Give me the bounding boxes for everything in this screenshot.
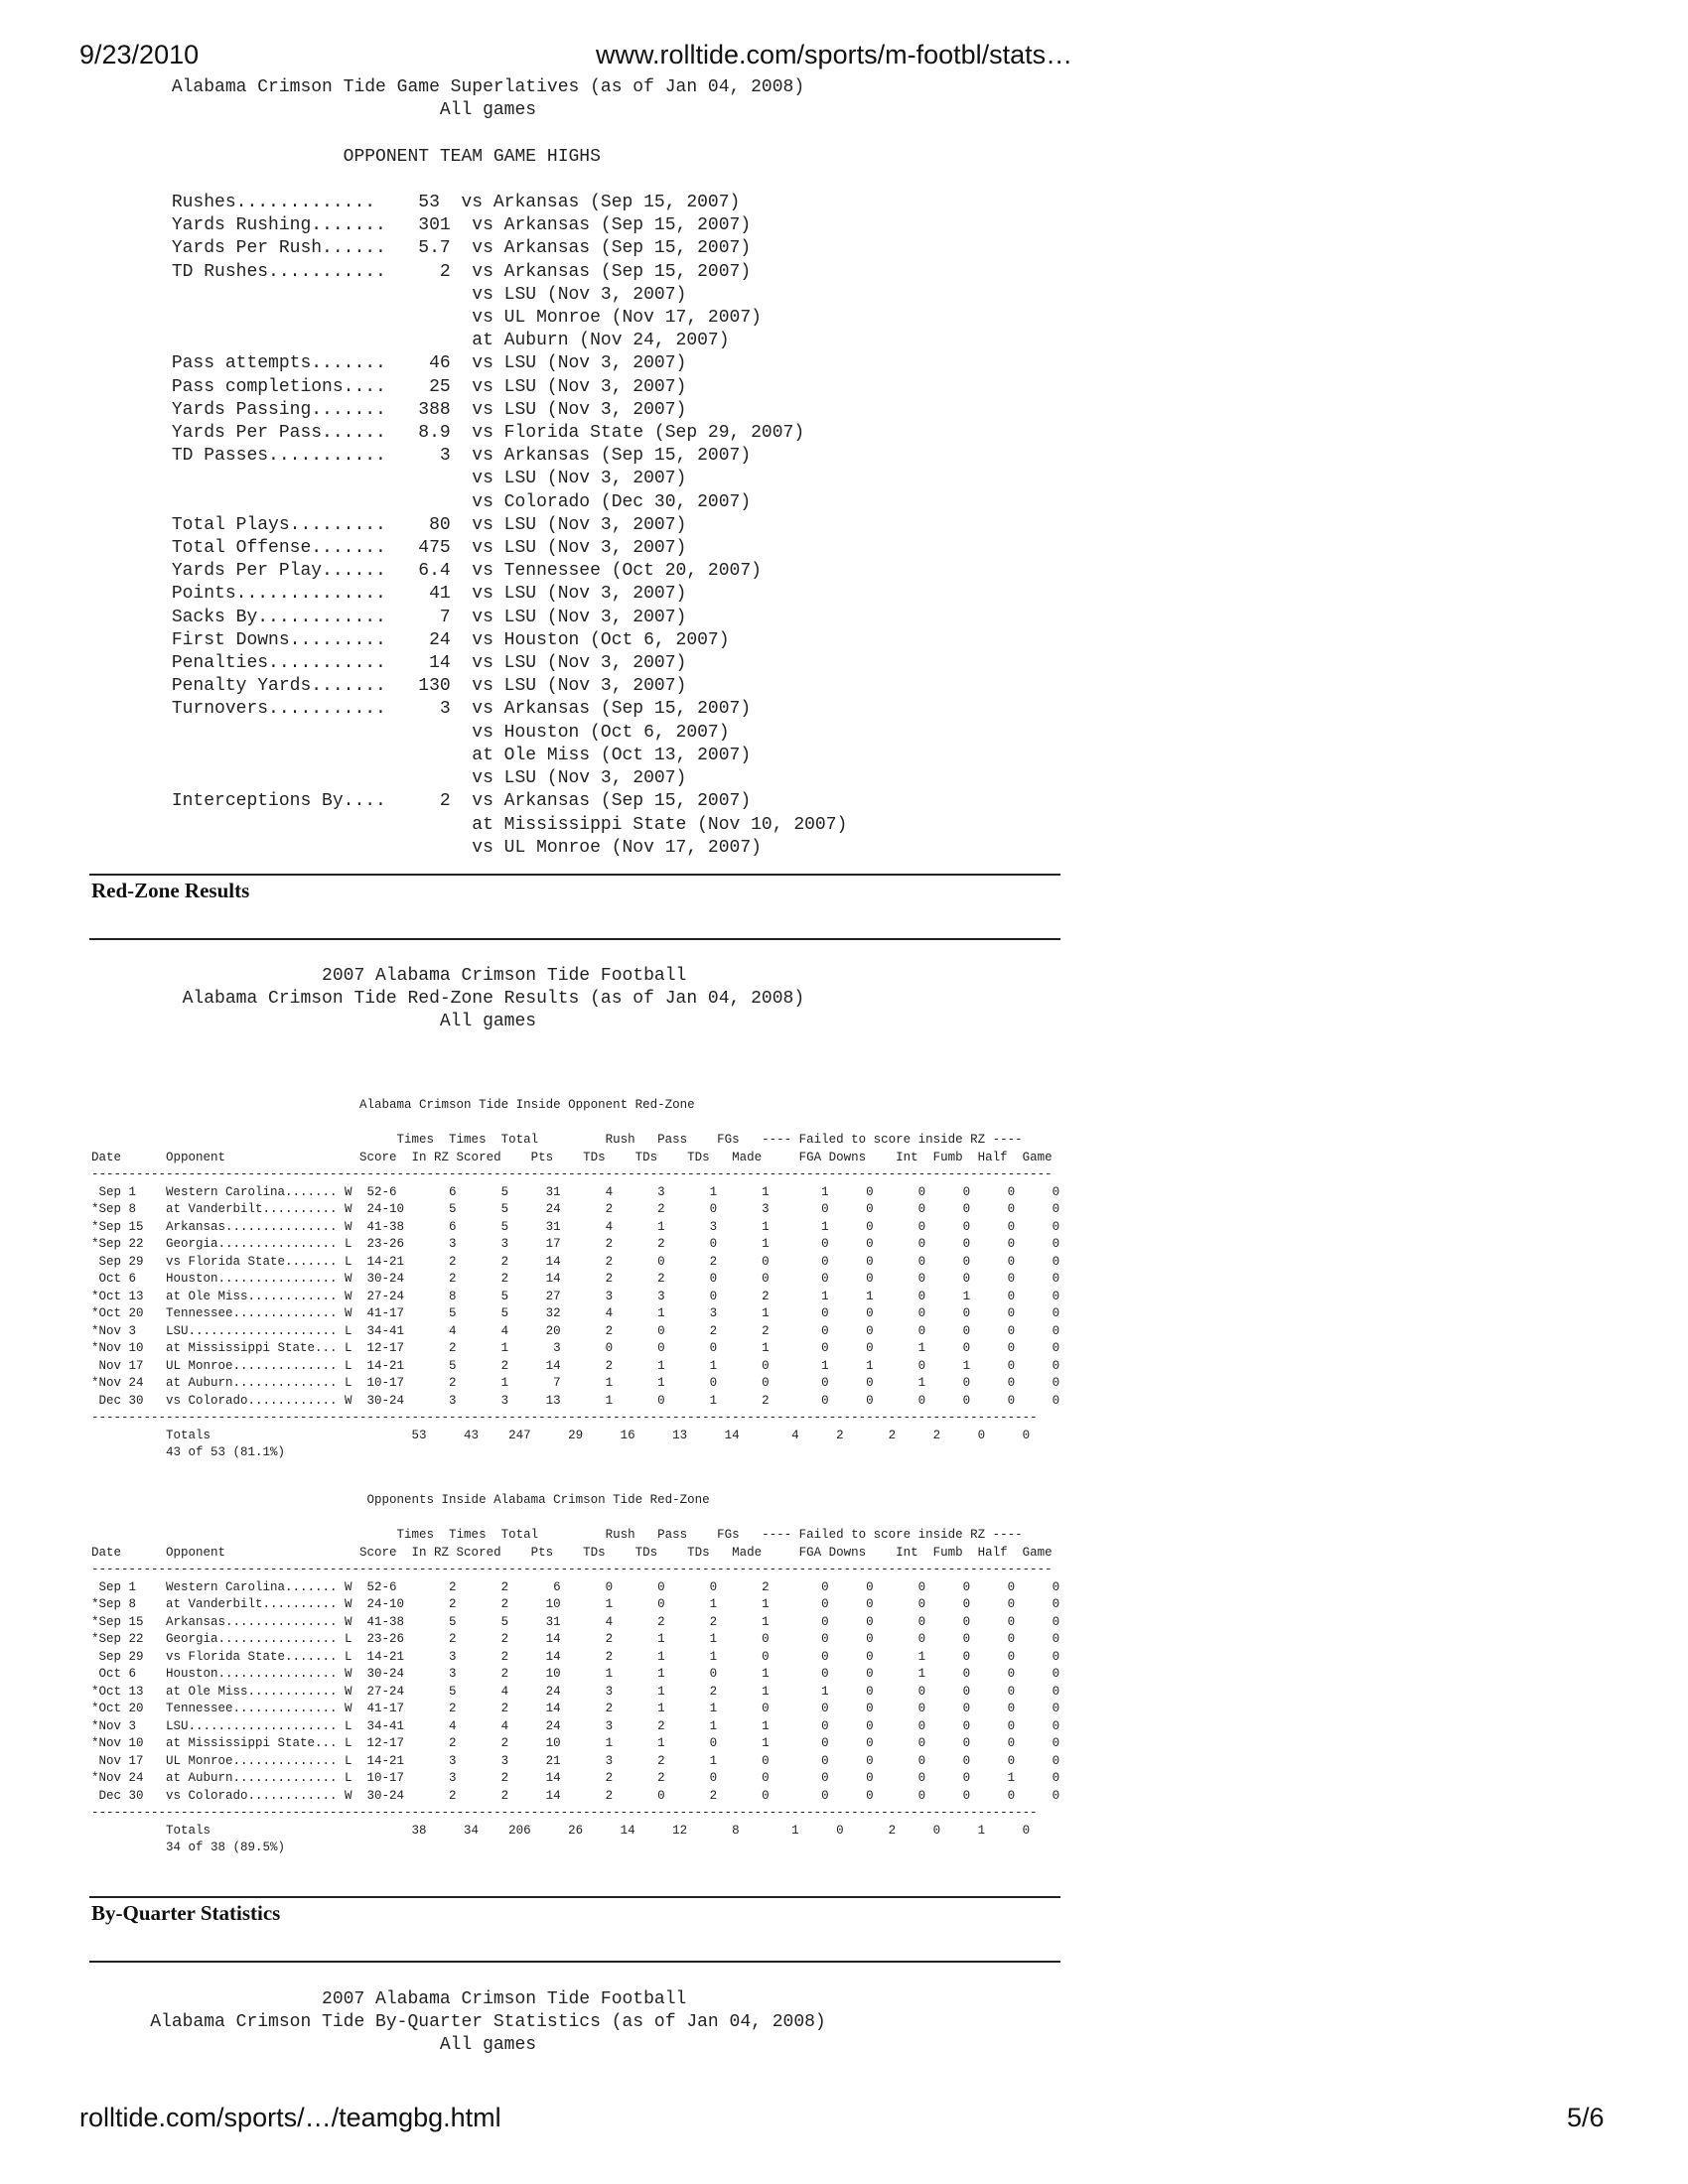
section-title-red-zone: Red-Zone Results (91, 879, 250, 902)
game-superlatives-block: Alabama Crimson Tide Game Superlatives (as of Jan 04, 2008) All games OPPONENT TEAM GAME HIGHS Rushes............. 53 vs Arkansas (Sep 15, 2007) Yards Rushing....... 301 vs Arkansas (Sep 15, 2007) Yards Per Rush...... 5.7 vs Arkansas (Sep 15, 2007) TD Rushes........... 2 vs Arkansas (Sep 15, 2007) vs LSU (Nov 3, 2007) vs UL Monroe (Nov 17, 2007) at Auburn (Nov 24, 2007) Pass attempts....... 46 vs LSU (Nov 3, 2007) Pass completions.... 25 vs LSU (Nov 3, 2007) Yards Passing....... 388 vs LSU (Nov 3, 2007) Yards Per Pass...... 8.9 vs Florida State (Sep 29, 2007) TD Passes........... 3 vs Arkansas (Sep 15, 2007) vs LSU (Nov 3, 2007) vs Colorado (Dec 30, 2007) Total Plays......... 80 vs LSU (Nov 3, 2007) Total Offense....... 475 vs LSU (Nov 3, 2007) Yards Per Play...... 6.4 vs Tennessee (Oct 20, 2007) Points.............. 41 vs LSU (Nov 3, 2007) Sacks By............ 7 vs LSU (Nov 3, 2007) First Downs......... 24 vs Houston (Oct 6, 2007) Penalties........... 14 vs LSU (Nov 3, 2007) Penalty Yards....... 130 vs LSU (Nov 3, 2007) Turnovers........... 3 vs Arkansas (Sep 15, 2007) vs Houston (Oct 6, 2007) at Ole Miss (Oct 13, 2007) vs LSU (Nov 3, 2007) Interceptions By.... 2 vs Arkansas (Sep 15, 2007) at Mississippi State (Nov 10, 2007) vs UL Monroe (Nov 17, 2007) (171, 77, 848, 858)
section-rule (89, 1896, 1060, 1898)
table-opponents-inside-alabama-red-zone: Opponents Inside Alabama Crimson Tide Red-Zone Times Times Total Rush Pass FGs ---- Failed to score inside RZ ---- Date Opponent Score In RZ Scored Pts TDs TDs TDs Made FGA Downs Int Fumb Half Game --------------------------------------------------------------------------------------------------------------------------------- Sep 1 Western Carolina....... W 52-6 2 2 6 0 0 0 2 0 0 0 0 0 0 *Sep 8 at Vanderbilt.......... W 24-10 2 2 10 1 0 1 1 0 0 0 0 0 0 *Sep 15 Arkansas............... W 41-38 5 5 31 4 2 2 1 0 0 0 0 0 0 *Sep 22 Georgia................ L 23-26 2 2 14 2 1 1 0 0 0 0 0 0 0 Sep 29 vs Florida State....... L 14-21 3 2 14 2 1 1 0 0 0 1 0 0 0 Oct 6 Houston................ W 30-24 3 2 10 1 1 0 1 0 0 1 0 0 0 *Oct 13 at Ole Miss............ W 27-24 5 4 24 3 1 2 1 1 0 0 0 0 0 *Oct 20 Tennessee.............. W 41-17 2 2 14 2 1 1 0 0 0 0 0 0 0 *Nov 3 LSU.................... L 34-41 4 4 24 3 2 1 1 0 0 0 0 0 0 *Nov 10 at Mississippi State... L 12-17 2 2 10 1 1 0 1 0 0 0 0 0 0 Nov 17 UL Monroe.............. L 14-21 3 3 21 3 2 1 0 0 0 0 0 0 0 *Nov 24 at Auburn.............. L 10-17 3 2 14 2 2 0 0 0 0 0 0 1 0 Dec 30 vs Colorado............ W 30-24 2 2 14 2 0 2 0 0 0 0 0 0 0 ------------------------------------------------------------------------------------------------------------------------------- Totals 38 34 206 26 14 12 8 1 0 2 0 1 0 34 of 38 (89.5%) (91, 1493, 1060, 1854)
table-alabama-inside-opponent-red-zone: Alabama Crimson Tide Inside Opponent Red-Zone Times Times Total Rush Pass FGs ---- Failed to score inside RZ ---- Date Opponent Score In RZ Scored Pts TDs TDs TDs Made FGA Downs Int Fumb Half Game --------------------------------------------------------------------------------------------------------------------------------- Sep 1 Western Carolina....... W 52-6 6 5 31 4 3 1 1 1 0 0 0 0 0 *Sep 8 at Vanderbilt.......... W 24-10 5 5 24 2 2 0 3 0 0 0 0 0 0 *Sep 15 Arkansas............... W 41-38 6 5 31 4 1 3 1 1 0 0 0 0 0 *Sep 22 Georgia................ L 23-26 3 3 17 2 2 0 1 0 0 0 0 0 0 Sep 29 vs Florida State....... L 14-21 2 2 14 2 0 2 0 0 0 0 0 0 0 Oct 6 Houston................ W 30-24 2 2 14 2 2 0 0 0 0 0 0 0 0 *Oct 13 at Ole Miss............ W 27-24 8 5 27 3 3 0 2 1 1 0 1 0 0 *Oct 20 Tennessee.............. W 41-17 5 5 32 4 1 3 1 0 0 0 0 0 0 *Nov 3 LSU.................... L 34-41 4 4 20 2 0 2 2 0 0 0 0 0 0 *Nov 10 at Mississippi State... L 12-17 2 1 3 0 0 0 1 0 0 1 0 0 0 Nov 17 UL Monroe.............. L 14-21 5 2 14 2 1 1 0 1 1 0 1 0 0 *Nov 24 at Auburn.............. L 10-17 2 1 7 1 1 0 0 0 0 1 0 0 0 Dec 30 vs Colorado............ W 30-24 3 3 13 1 0 1 2 0 0 0 0 0 0 ------------------------------------------------------------------------------------------------------------------------------- Totals 53 43 247 29 16 13 14 4 2 2 2 0 0 43 of 53 (81.1%) (91, 1098, 1060, 1459)
section-rule (89, 874, 1060, 876)
section-title-by-quarter: By-Quarter Statistics (91, 1901, 281, 1925)
page-number: 5/6 (1567, 2103, 1605, 2132)
red-zone-heading: 2007 Alabama Crimson Tide Football Alabama Crimson Tide Red-Zone Results (as of Jan 04, 2008) All games (182, 966, 805, 1032)
print-date: 9/23/2010 (79, 40, 200, 69)
section-rule (89, 938, 1060, 940)
print-url-footer: rolltide.com/sports/…/teamgbg.html (79, 2103, 501, 2132)
print-url-header: www.rolltide.com/sports/m-footbl/stats… (596, 40, 1073, 69)
section-rule (89, 1961, 1060, 1963)
by-quarter-heading: 2007 Alabama Crimson Tide Football Alabama Crimson Tide By-Quarter Statistics (as of Jan 04, 2008) All games (150, 1989, 826, 2056)
